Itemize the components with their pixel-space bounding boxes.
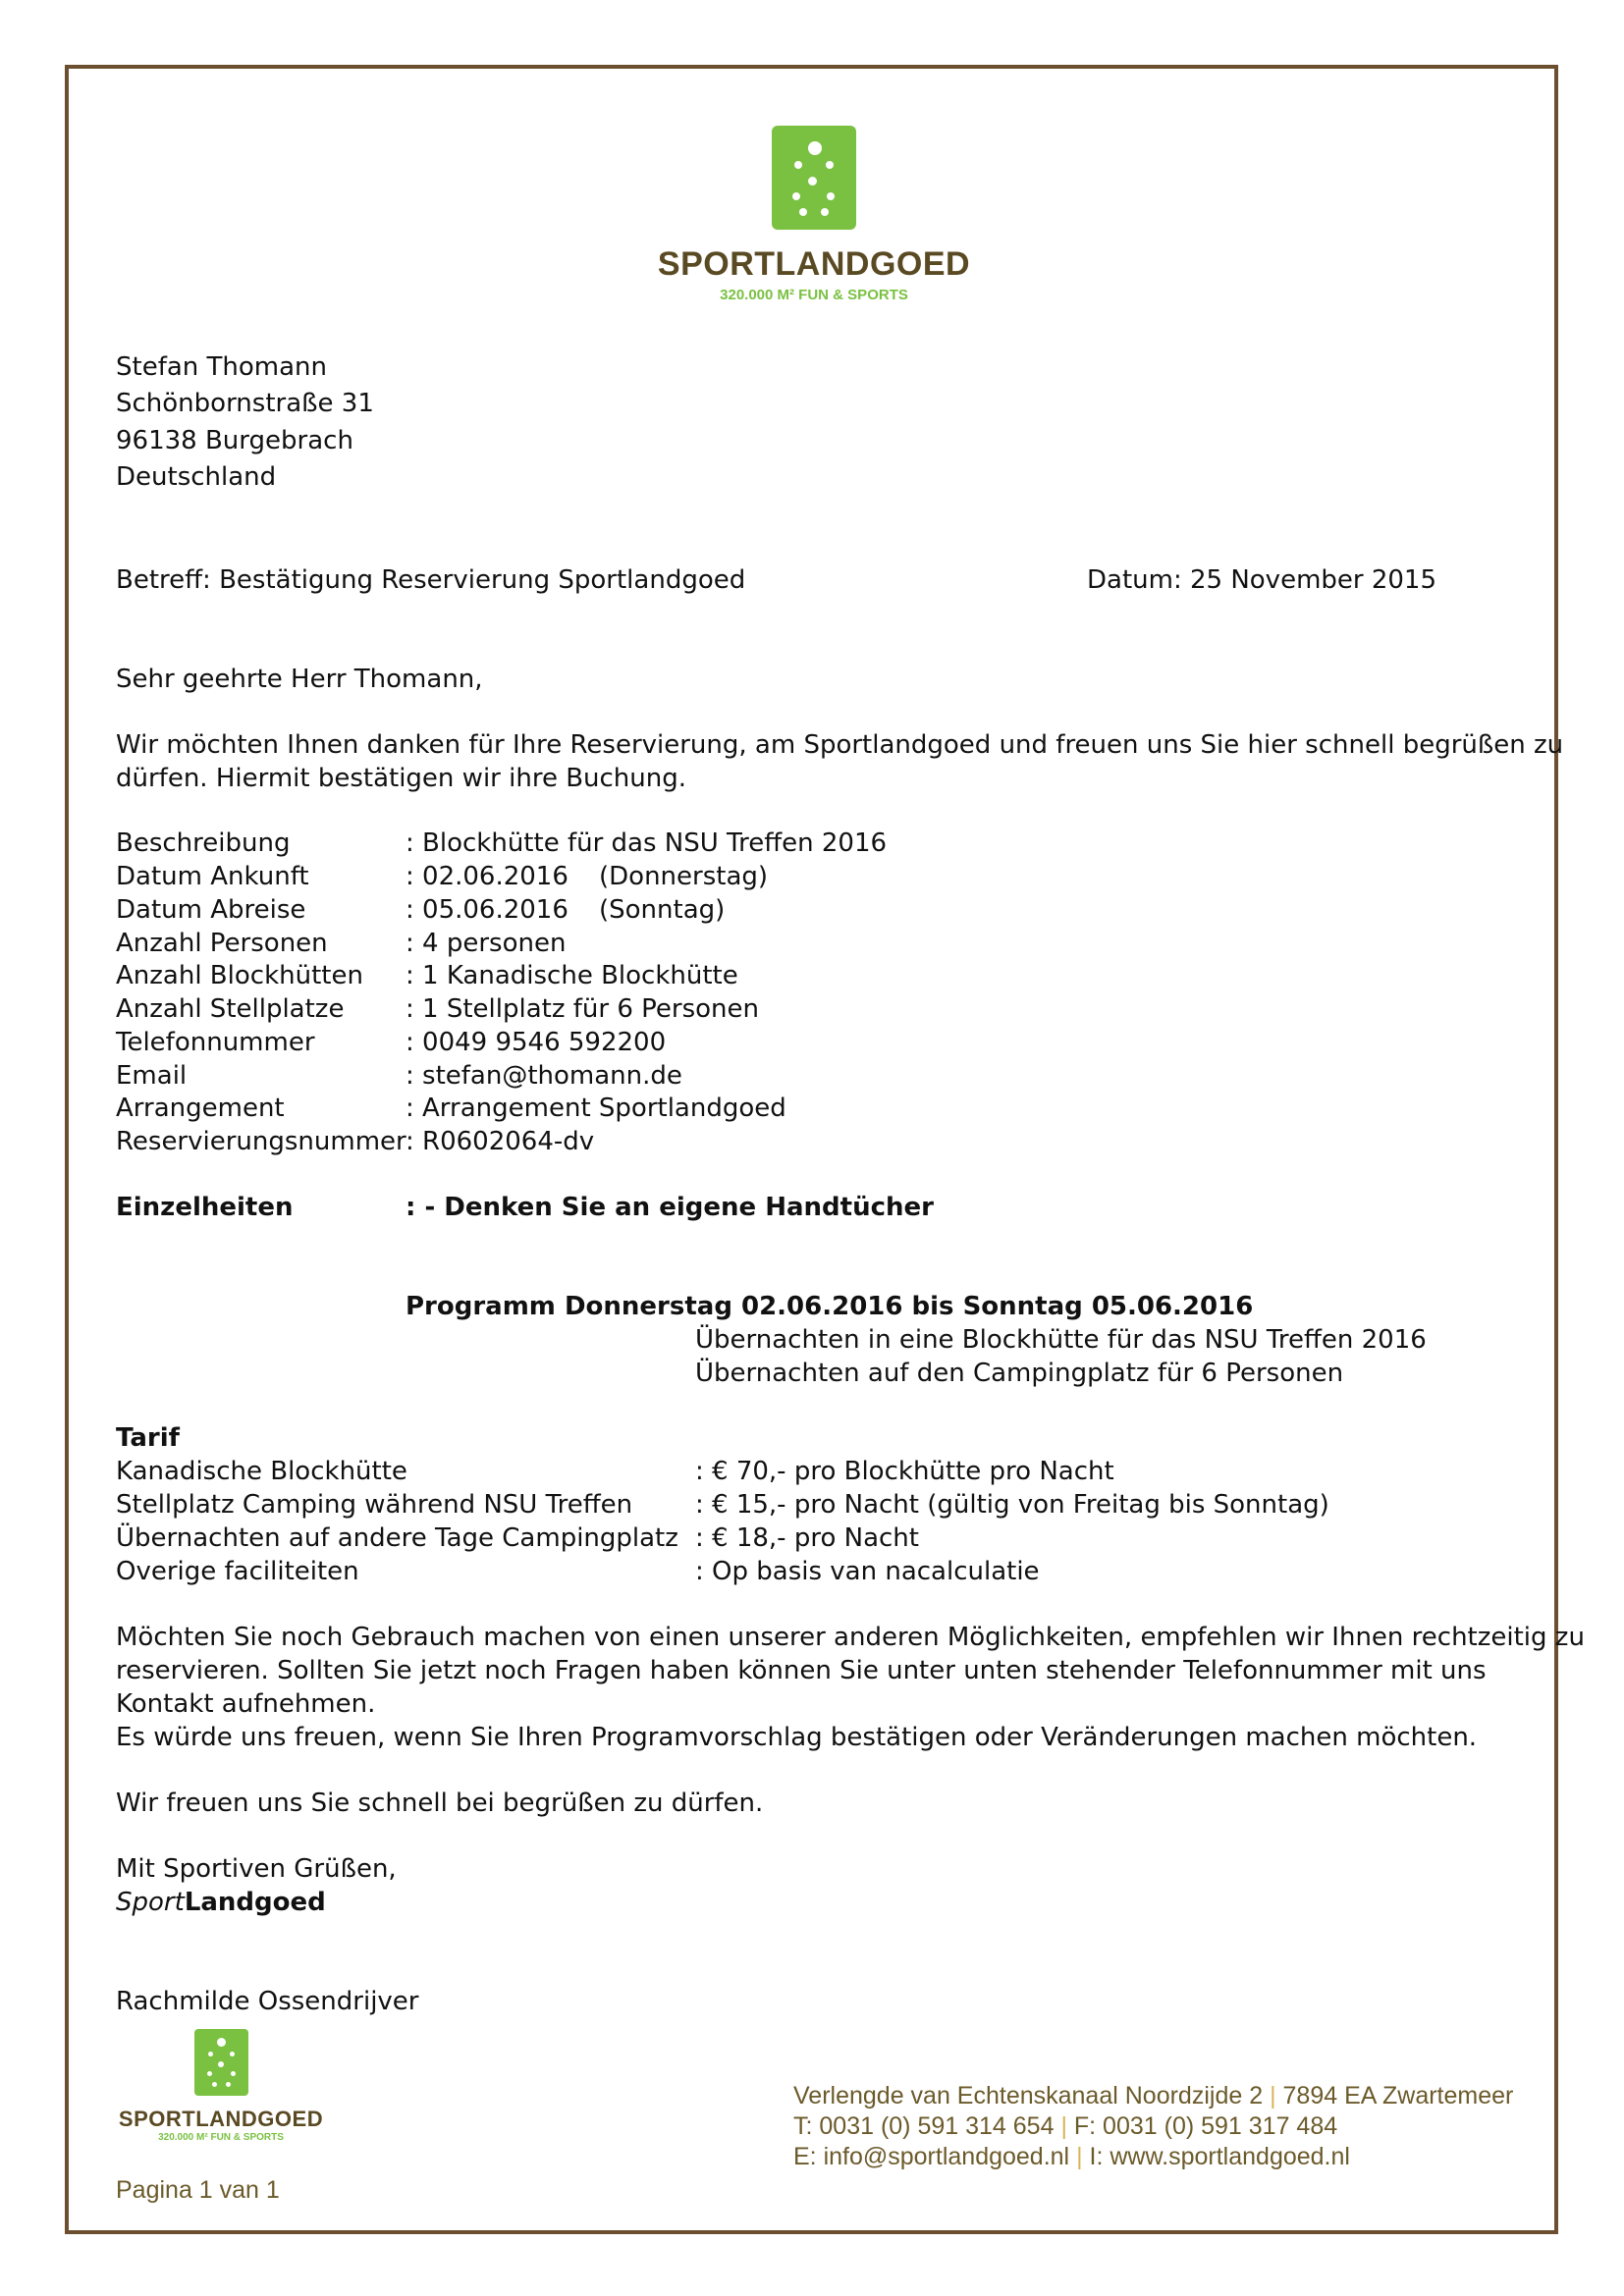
footer-postal: 7894 EA Zwartemeer [1282,2082,1514,2109]
detail-value: : stefan@thomann.de [406,1061,682,1091]
footer-address-line [793,2082,1513,2110]
footer-logo-tagline: 320.000 M² FUN & SPORTS [158,2132,284,2143]
sportlandgoed-logo-icon [772,126,856,230]
logo-wordmark: SPORTLANDGOED [657,245,971,283]
tarif-value: : Op basis van nacalculatie [695,1557,1040,1586]
signature-landgoed: Landgoed [184,1888,326,1917]
intro-line-2: dürfen. Hiermit bestätigen wir ihre Buchung. [116,764,687,793]
footer-phone-line [793,2112,1337,2141]
detail-value: : Blockhütte für das NSU Treffen 2016 [406,828,888,858]
detail-label: Telefonnummer [116,1028,315,1057]
tarif-label: Übernachten auf andere Tage Campingplatz [116,1523,678,1553]
signature-sport: Sport [116,1888,185,1917]
tarif-value: : € 70,- pro Blockhütte pro Nacht [695,1457,1114,1486]
programm-title: Programm Donnerstag 02.06.2016 bis Sonntag 05.06.2016 [406,1292,1254,1321]
closing-greeting: Mit Sportiven Grüßen, [116,1854,397,1884]
detail-value: : 05.06.2016 [406,895,568,925]
detail-label: Datum Abreise [116,895,306,925]
sportlandgoed-logo-icon [194,2029,248,2096]
tarif-value: : € 15,- pro Nacht (gültig von Freitag bis Sonntag) [695,1490,1329,1520]
detail-label: Anzahl Blockhütten [116,961,363,990]
programm-line-1: Übernachten in eine Blockhütte für das NSU Treffen 2016 [695,1325,1427,1355]
detail-value: : Arrangement Sportlandgoed [406,1094,786,1123]
detail-value: : 0049 9546 592200 [406,1028,667,1057]
footer-address: Verlengde van Echtenskanaal Noordzijde 2 [793,2082,1264,2109]
tarif-value: : € 18,- pro Nacht [695,1523,919,1553]
letter-date: Datum: 25 November 2015 [1087,565,1437,595]
footer-separator: | [1060,2112,1067,2140]
salutation: Sehr geehrte Herr Thomann, [116,665,483,694]
einzelheiten-label: Einzelheiten [116,1193,294,1222]
closing-line-5: Wir freuen uns Sie schnell bei begrüßen zu dürfen. [116,1789,764,1818]
recipient-country: Deutschland [116,462,277,492]
tarif-label: Kanadische Blockhütte [116,1457,407,1486]
detail-label: Arrangement [116,1094,285,1123]
signer-name: Rachmilde Ossendrijver [116,1987,419,2016]
footer-phone: T: 0031 (0) 591 314 654 [793,2112,1055,2140]
closing-line-2: reservieren. Sollten Sie jetzt noch Fragen haben können Sie unter unten stehender Telefonnummer mit uns [116,1656,1487,1685]
recipient-name: Stefan Thomann [116,352,328,382]
detail-value: : 4 personen [406,929,567,958]
footer-web-line [793,2143,1350,2171]
intro-line-1: Wir möchten Ihnen danken für Ihre Reservierung, am Sportlandgoed und freuen uns Sie hier schnell begrüßen zu [116,730,1564,760]
detail-value: : 1 Kanadische Blockhütte [406,961,738,990]
footer-fax: F: 0031 (0) 591 317 484 [1073,2112,1338,2140]
detail-label: Email [116,1061,188,1091]
footer-logo-wordmark: SPORTLANDGOED [118,2107,324,2131]
detail-value: : 1 Stellplatz für 6 Personen [406,994,759,1024]
tarif-label: Overige faciliteiten [116,1557,359,1586]
detail-value: : 02.06.2016 [406,862,568,891]
detail-label: Datum Ankunft [116,862,309,891]
recipient-city: 96138 Burgebrach [116,426,353,455]
detail-weekday: (Donnerstag) [599,862,769,891]
footer-separator: | [1076,2143,1083,2170]
logo-tagline: 320.000 M² FUN & SPORTS [720,287,908,303]
signature-brand [116,1886,326,1919]
footer-website[interactable]: I: www.sportlandgoed.nl [1089,2143,1350,2170]
closing-line-3: Kontakt aufnehmen. [116,1689,376,1719]
recipient-street: Schönbornstraße 31 [116,389,374,418]
detail-label: Anzahl Personen [116,929,328,958]
subject-line: Betreff: Bestätigung Reservierung Sportlandgoed [116,565,746,595]
page-number: Pagina 1 van 1 [116,2176,280,2204]
detail-value: : R0602064-dv [406,1127,595,1156]
footer-separator: | [1270,2082,1276,2109]
detail-weekday: (Sonntag) [599,895,726,925]
footer-email[interactable]: E: info@sportlandgoed.nl [793,2143,1070,2170]
tarif-label: Stellplatz Camping während NSU Treffen [116,1490,633,1520]
detail-label: Reservierungsnummer [116,1127,406,1156]
detail-label: Anzahl Stellplatze [116,994,345,1024]
closing-line-4: Es würde uns freuen, wenn Sie Ihren Programvorschlag bestätigen oder Veränderungen machen möchten. [116,1723,1478,1752]
closing-line-1: Möchten Sie noch Gebrauch machen von einen unserer anderen Möglichkeiten, empfehlen wir Ihnen rechtzeitig zu [116,1623,1585,1652]
einzelheiten-value: : - Denken Sie an eigene Handtücher [406,1193,934,1222]
programm-line-2: Übernachten auf den Campingplatz für 6 Personen [695,1359,1344,1388]
detail-label: Beschreibung [116,828,291,858]
tarif-title: Tarif [116,1423,180,1453]
